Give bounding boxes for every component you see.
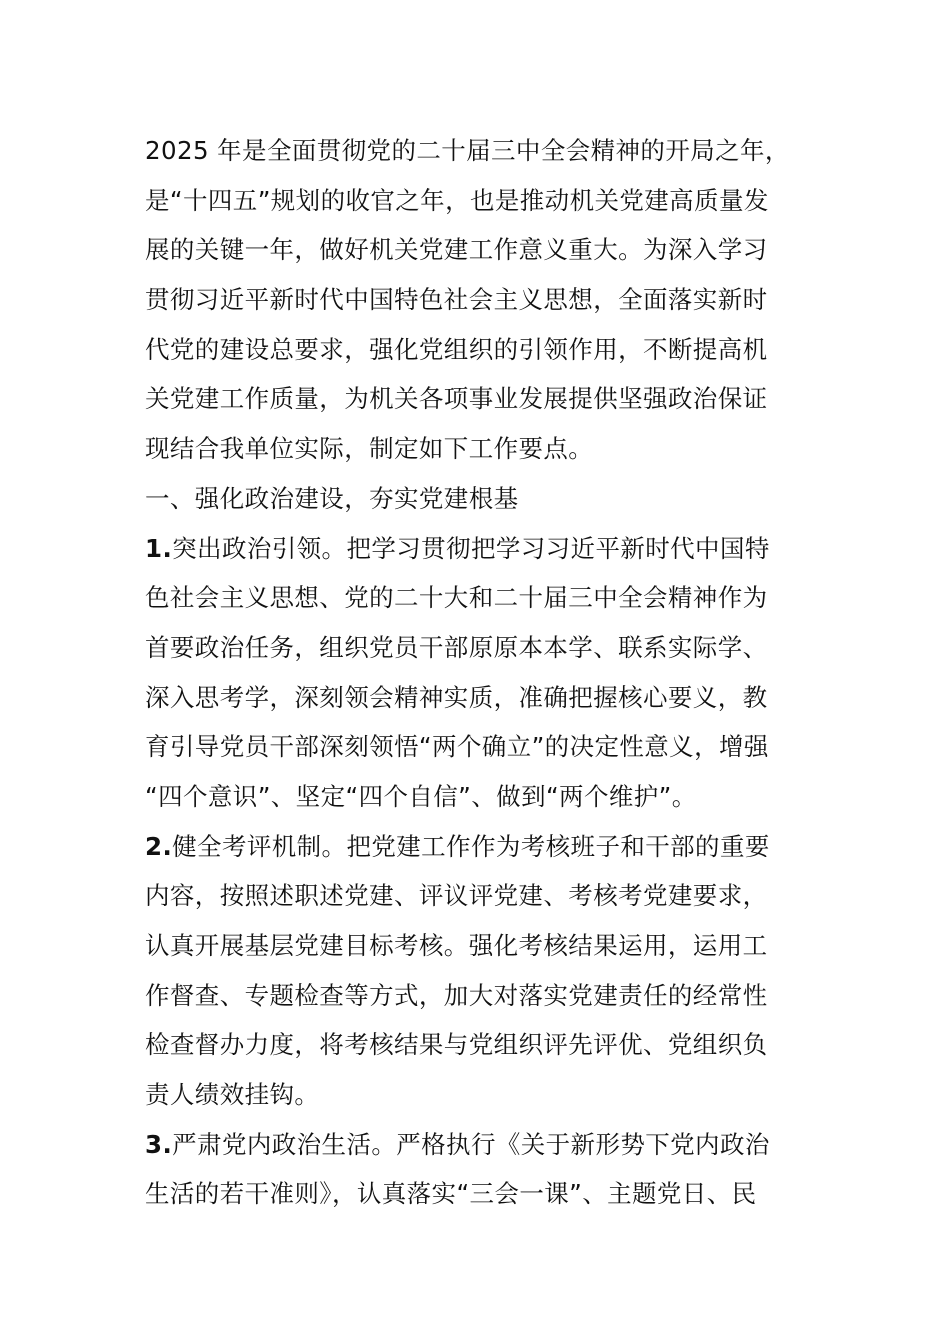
item-number: 2. <box>145 831 173 861</box>
item-text: 健全考评机制。把党建工作作为考核班子和干部的重要 <box>172 831 770 861</box>
intro-line: 代党的建设总要求，强化党组织的引领作用，不断提高机 <box>145 334 768 364</box>
item-line: 育引导党员干部深刻领悟“两个确立”的决定性意义，增强 <box>145 732 769 762</box>
item-line: 生活的若干准则》，认真落实“三会一课”、主题党日、民 <box>145 1179 757 1209</box>
item-first-line <box>145 822 809 872</box>
item-first-line <box>145 1120 809 1170</box>
list-item <box>145 524 809 822</box>
intro-line: 贯彻习近平新时代中国特色社会主义思想，全面落实新时 <box>145 285 768 315</box>
item-line: “四个意识”、坚定“四个自信”、做到“两个维护”。 <box>145 781 697 811</box>
item-number: 3. <box>145 1129 173 1159</box>
item-line: 色社会主义思想、党的二十大和二十届三中全会精神作为 <box>145 583 768 613</box>
item-text: 严肃党内政治生活。严格执行《关于新形势下党内政治 <box>172 1129 770 1159</box>
item-line: 检查督办力度，将考核结果与党组织评先评优、党组织负 <box>145 1030 768 1060</box>
item-line: 内容，按照述职述党建、评议评党建、考核考党建要求， <box>145 881 768 911</box>
item-number: 1. <box>145 533 173 563</box>
item-line: 作督查、专题检查等方式，加大对落实党建责任的经常性 <box>145 980 768 1010</box>
intro-line: 现结合我单位实际，制定如下工作要点。 <box>145 434 594 464</box>
item-line: 首要政治任务，组织党员干部原原本本学、联系实际学、 <box>145 632 768 662</box>
intro-line: 2025 年是全面贯彻党的二十届三中全会精神的开局之年， <box>145 136 790 165</box>
item-text: 突出政治引领。把学习贯彻把学习习近平新时代中国特 <box>172 533 770 563</box>
intro-line: 关党建工作质量，为机关各项事业发展提供坚强政治保证 <box>145 384 768 414</box>
list-item <box>145 1120 809 1219</box>
section-heading: 一、强化政治建设，夯实党建根基 <box>145 483 519 513</box>
intro-line: 是“十四五”规划的收官之年，也是推动机关党建高质量发 <box>145 185 769 215</box>
item-line: 责人绩效挂钩。 <box>145 1080 320 1110</box>
item-first-line <box>145 524 809 574</box>
document-body <box>145 126 809 1219</box>
intro-line: 展的关键一年，做好机关党建工作意义重大。为深入学习 <box>145 235 768 265</box>
item-line: 深入思考学，深刻领会精神实质，准确把握核心要义，教 <box>145 682 768 712</box>
item-line: 认真开展基层党建目标考核。强化考核结果运用，运用工 <box>145 931 768 960</box>
list-item <box>145 822 809 1120</box>
intro-paragraph <box>145 126 809 474</box>
